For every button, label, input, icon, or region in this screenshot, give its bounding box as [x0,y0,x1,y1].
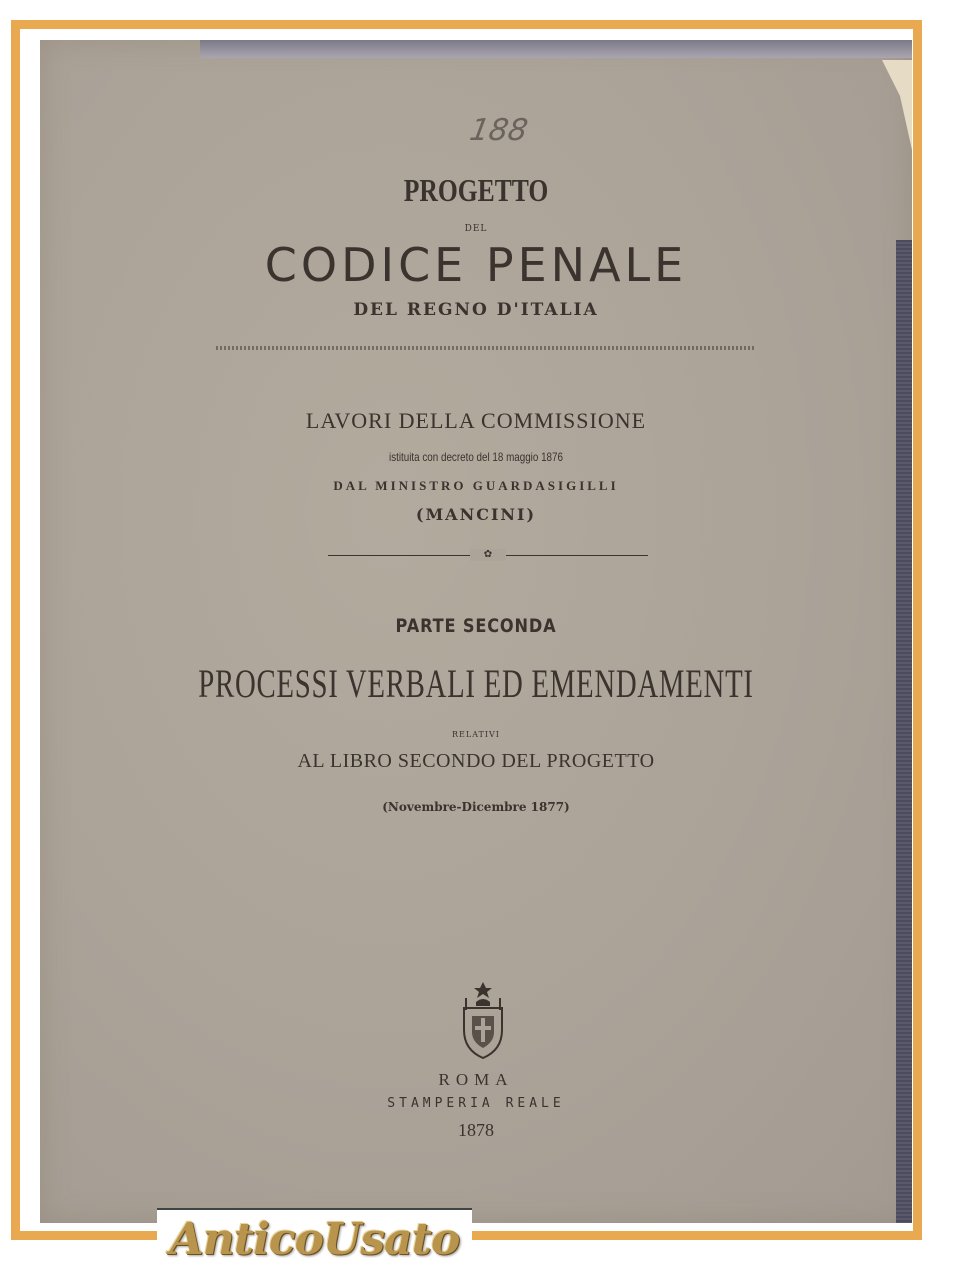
relativi-label: RELATIVI [452,730,500,739]
logo-text: AnticoUsato [169,1214,460,1265]
minister-line: DAL MINISTRO GUARDASIGILLI [333,478,619,493]
title-regno: DEL REGNO D'ITALIA [353,300,599,320]
commission-heading: LAVORI DELLA COMMISSIONE [305,408,647,433]
title-progetto: PROGETTO [403,172,549,208]
minister-name: (MANCINI) [415,505,537,524]
torn-corner [882,60,912,150]
date-range: (Novembre-Dicembre 1877) [382,800,570,814]
imprint-printer: STAMPERIA REALE [387,1096,565,1111]
title-codice-penale: CODICE PENALE [264,238,688,292]
anticousato-watermark-logo [157,1208,472,1282]
book-cover [40,40,912,1223]
coat-of-arms-icon [458,980,508,1060]
part-title: PROCESSI VERBALI ED EMENDAMENTI [198,661,754,706]
book-line: AL LIBRO SECONDO DEL PROGETTO [297,750,655,772]
part-label: PARTE SECONDA [395,615,557,637]
decree-line: istituita con decreto del 18 maggio 1876 [389,450,563,464]
imprint-year: 1878 [458,1120,494,1140]
imprint-city: ROMA [438,1070,514,1089]
rule-ornament-icon: ✿ [470,549,506,561]
handwritten-number: 188 [466,113,531,148]
plastic-sleeve-top [200,40,912,58]
title-del: DEL [464,224,488,234]
wavy-divider [216,346,756,350]
